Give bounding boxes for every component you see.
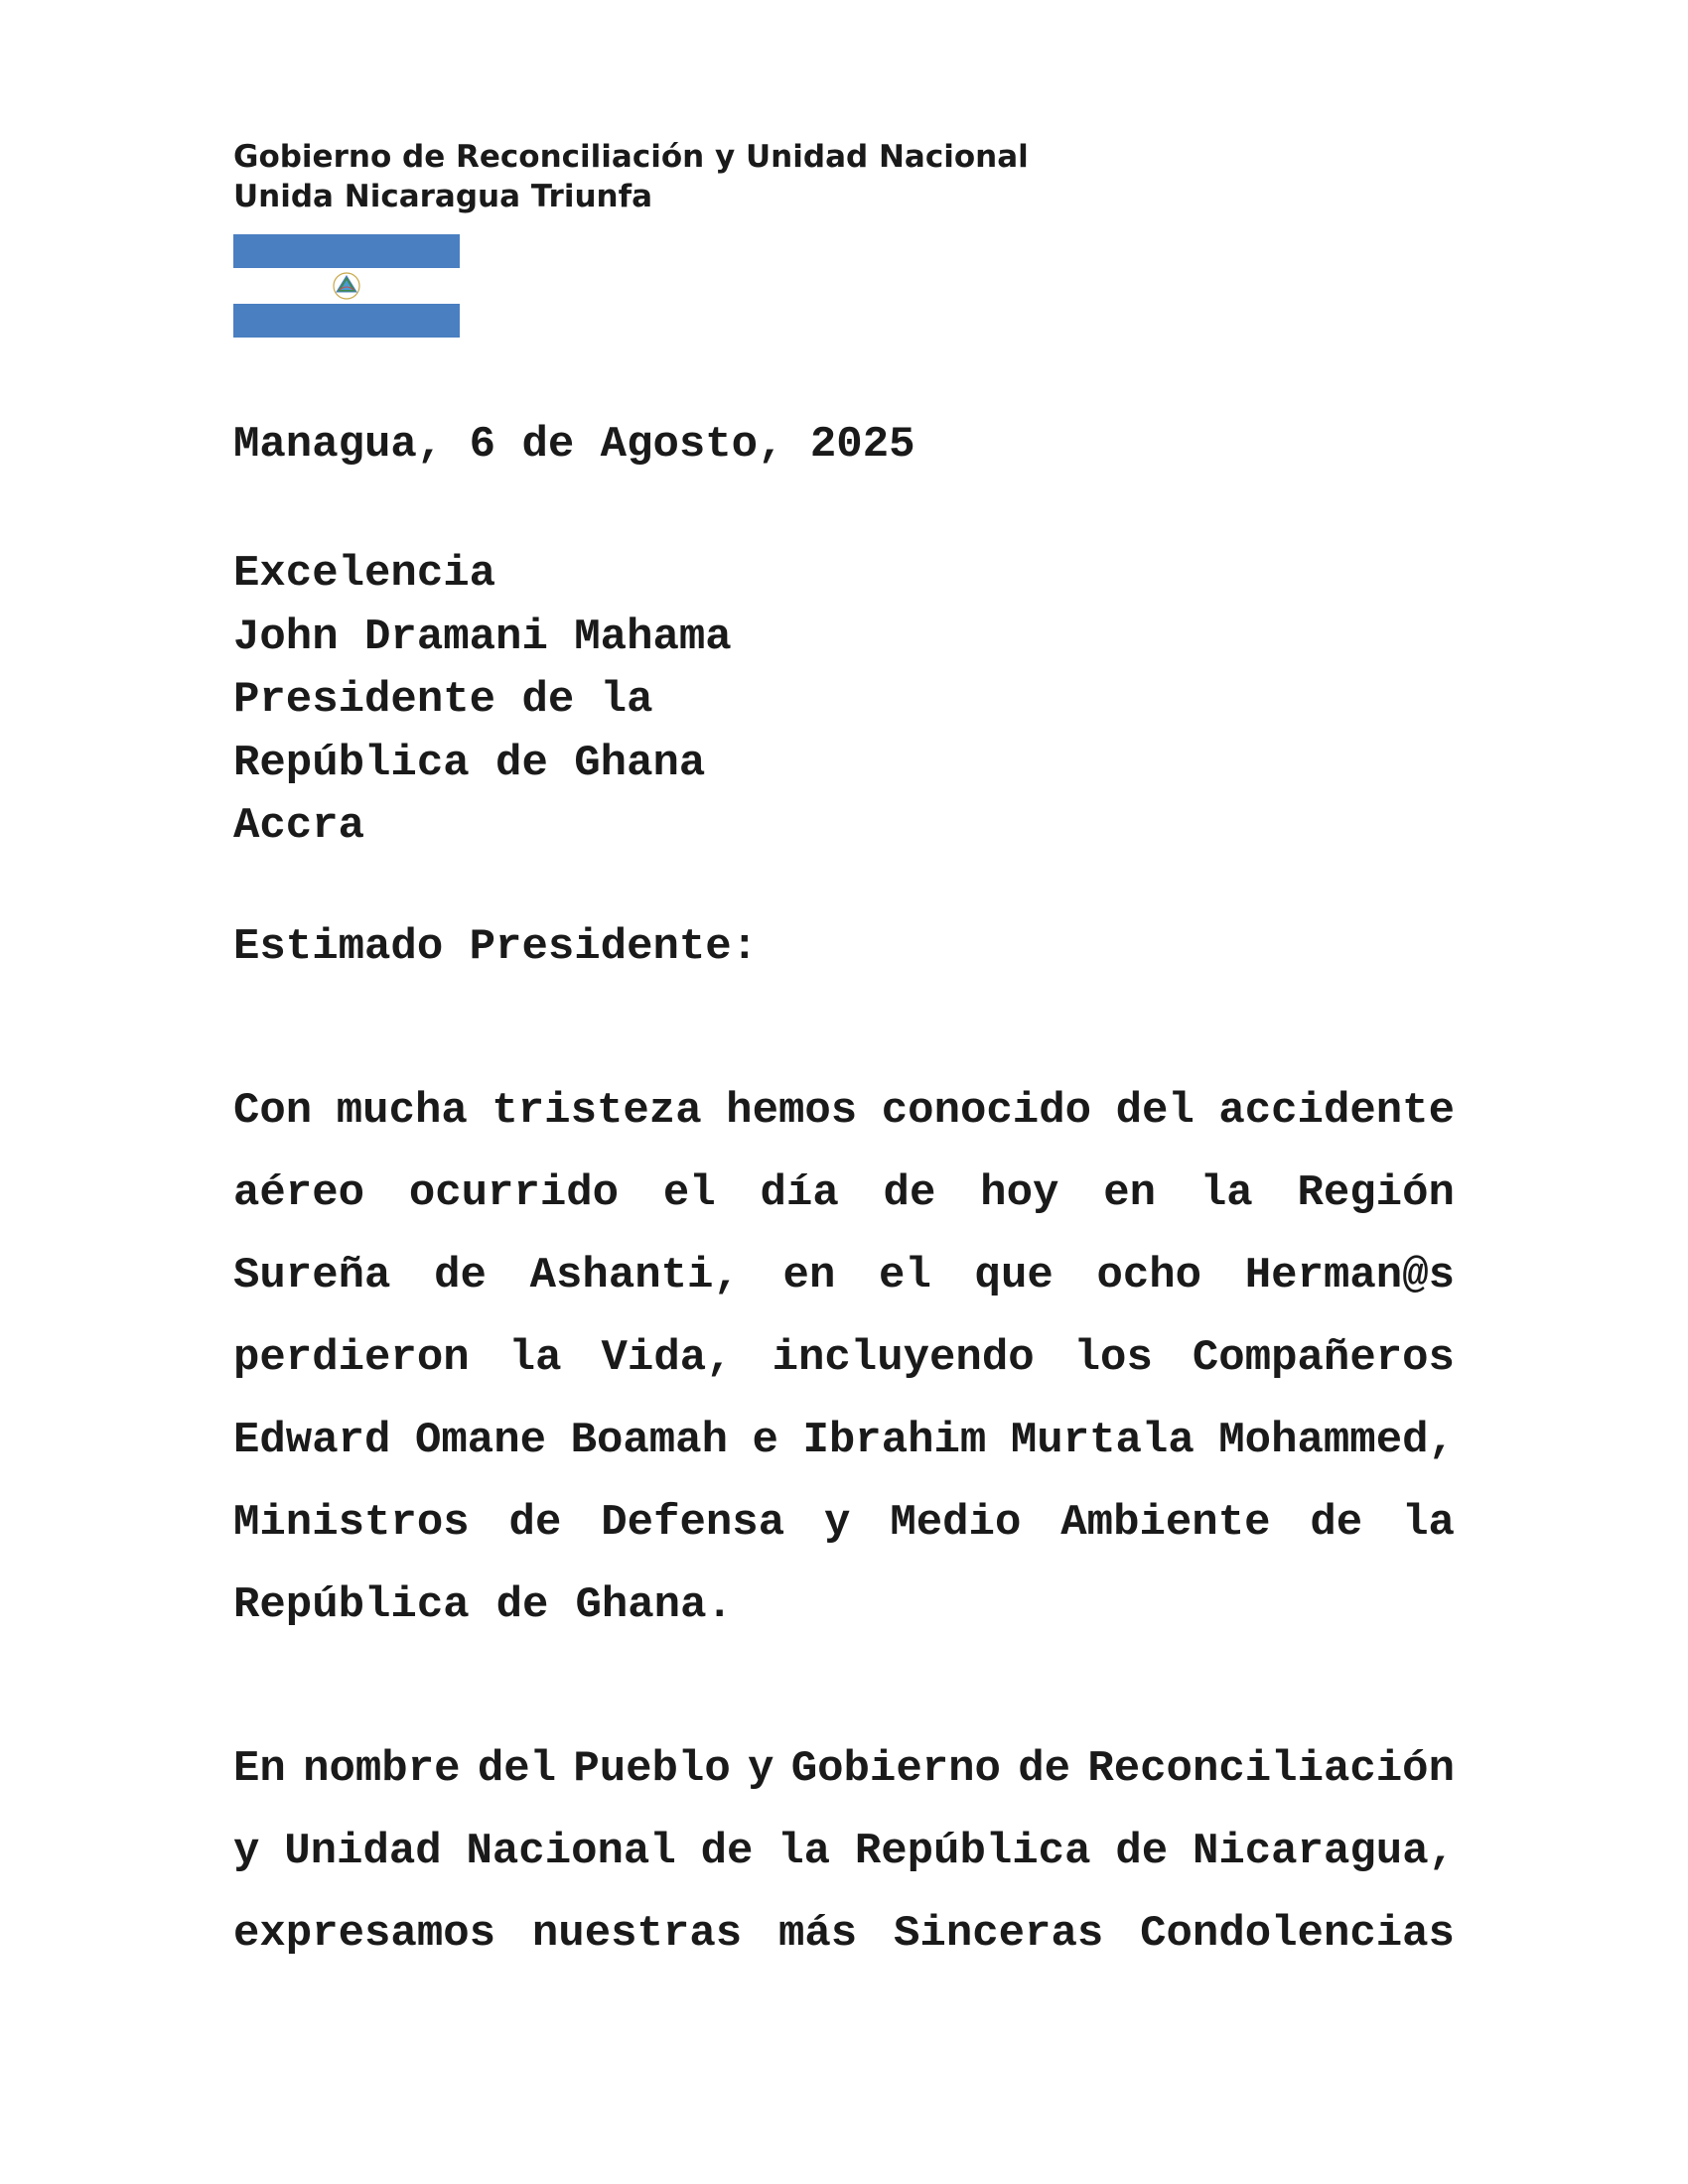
paragraph-line xyxy=(233,1811,1455,1893)
word: Defensa xyxy=(601,1498,785,1548)
word: el xyxy=(879,1251,931,1300)
paragraph-line xyxy=(233,1728,1455,1811)
word: mucha xyxy=(336,1086,468,1136)
letterhead-government-name: Gobierno de Reconciliación y Unidad Nacional xyxy=(233,139,1029,175)
letter-date: Managua, 6 de Agosto, 2025 xyxy=(233,420,915,470)
word: Omane xyxy=(414,1416,547,1465)
word: ocho xyxy=(1096,1251,1202,1300)
word: incluyendo xyxy=(772,1333,1035,1383)
word: accidente xyxy=(1218,1086,1455,1136)
word: aéreo xyxy=(233,1168,365,1218)
word: hemos xyxy=(726,1086,858,1136)
salutation: Estimado Presidente: xyxy=(233,922,759,972)
word: Medio xyxy=(890,1498,1022,1548)
letterhead xyxy=(233,137,1029,216)
paragraph-line xyxy=(233,1482,1455,1565)
paragraph-line xyxy=(233,1565,1455,1647)
word: Reconciliación xyxy=(1087,1744,1455,1794)
word: Ambiente xyxy=(1060,1498,1271,1548)
nicaragua-flag-icon xyxy=(233,234,460,338)
word: En xyxy=(233,1744,286,1794)
recipient-name: John Dramani Mahama xyxy=(233,612,732,662)
paragraph-line xyxy=(233,1317,1455,1400)
word: e xyxy=(752,1416,778,1465)
word: República xyxy=(854,1827,1091,1876)
word: ocurrido xyxy=(408,1168,620,1218)
word: Edward xyxy=(233,1416,391,1465)
recipient-country: República de Ghana xyxy=(233,738,706,788)
word: Pueblo xyxy=(573,1744,731,1794)
word: de xyxy=(495,1580,549,1630)
word: Ashanti, xyxy=(529,1251,740,1300)
body-paragraph-1 xyxy=(233,1070,1455,1647)
word: Ministros xyxy=(233,1498,470,1548)
word: nombre xyxy=(303,1744,461,1794)
word: Con xyxy=(233,1086,313,1136)
recipient-address xyxy=(233,543,732,859)
word: de xyxy=(700,1827,754,1876)
word: Ghana. xyxy=(575,1580,733,1630)
paragraph-line xyxy=(233,1070,1455,1153)
paragraph-line xyxy=(233,1153,1455,1235)
word: de xyxy=(883,1168,936,1218)
word: la xyxy=(777,1827,831,1876)
paragraph-line xyxy=(233,1893,1455,1976)
word: la xyxy=(1199,1168,1253,1218)
word: que xyxy=(974,1251,1054,1300)
flag-bottom-stripe xyxy=(233,304,460,338)
word: nuestras xyxy=(531,1909,743,1959)
word: y xyxy=(233,1827,260,1876)
word: del xyxy=(477,1744,557,1794)
letterhead-slogan: Unida Nicaragua Triunfa xyxy=(233,179,653,214)
word: de xyxy=(1310,1498,1363,1548)
word: la xyxy=(508,1333,562,1383)
word: tristeza xyxy=(492,1086,702,1136)
coat-of-arms-icon xyxy=(329,270,364,302)
recipient-title: Presidente de la xyxy=(233,675,653,725)
word: Murtala xyxy=(1010,1416,1195,1465)
word: Ibrahim xyxy=(802,1416,987,1465)
word: en xyxy=(782,1251,836,1300)
word: en xyxy=(1103,1168,1157,1218)
word: del xyxy=(1115,1086,1195,1136)
word: Herman@s xyxy=(1244,1251,1455,1300)
word: Nacional xyxy=(466,1827,676,1876)
word: Vida, xyxy=(601,1333,733,1383)
word: más xyxy=(777,1909,858,1959)
flag-top-stripe xyxy=(233,234,460,268)
word: Compañeros xyxy=(1192,1333,1455,1383)
recipient-honorific: Excelencia xyxy=(233,549,496,599)
recipient-city: Accra xyxy=(233,801,365,851)
word: Condolencias xyxy=(1140,1909,1455,1959)
word: de xyxy=(1115,1827,1169,1876)
word: Sinceras xyxy=(894,1909,1104,1959)
word: Mohammed, xyxy=(1218,1416,1455,1465)
word: Región xyxy=(1297,1168,1455,1218)
body-paragraph-2 xyxy=(233,1728,1455,1976)
word: República xyxy=(233,1580,470,1630)
word: la xyxy=(1402,1498,1455,1548)
word: Gobierno xyxy=(790,1744,1001,1794)
word: hoy xyxy=(980,1168,1059,1218)
word: los xyxy=(1073,1333,1153,1383)
word: Unidad xyxy=(284,1827,442,1876)
word: Nicaragua, xyxy=(1192,1827,1455,1876)
word: y xyxy=(748,1744,774,1794)
word: de xyxy=(434,1251,487,1300)
word: expresamos xyxy=(233,1909,496,1959)
word: día xyxy=(760,1168,839,1218)
word: de xyxy=(508,1498,562,1548)
paragraph-line xyxy=(233,1235,1455,1317)
word: de xyxy=(1018,1744,1071,1794)
word: Sureña xyxy=(233,1251,391,1300)
word: conocido xyxy=(881,1086,1091,1136)
word: perdieron xyxy=(233,1333,470,1383)
paragraph-line xyxy=(233,1400,1455,1482)
word: y xyxy=(824,1498,851,1548)
word: el xyxy=(662,1168,716,1218)
word: Boamah xyxy=(570,1416,728,1465)
